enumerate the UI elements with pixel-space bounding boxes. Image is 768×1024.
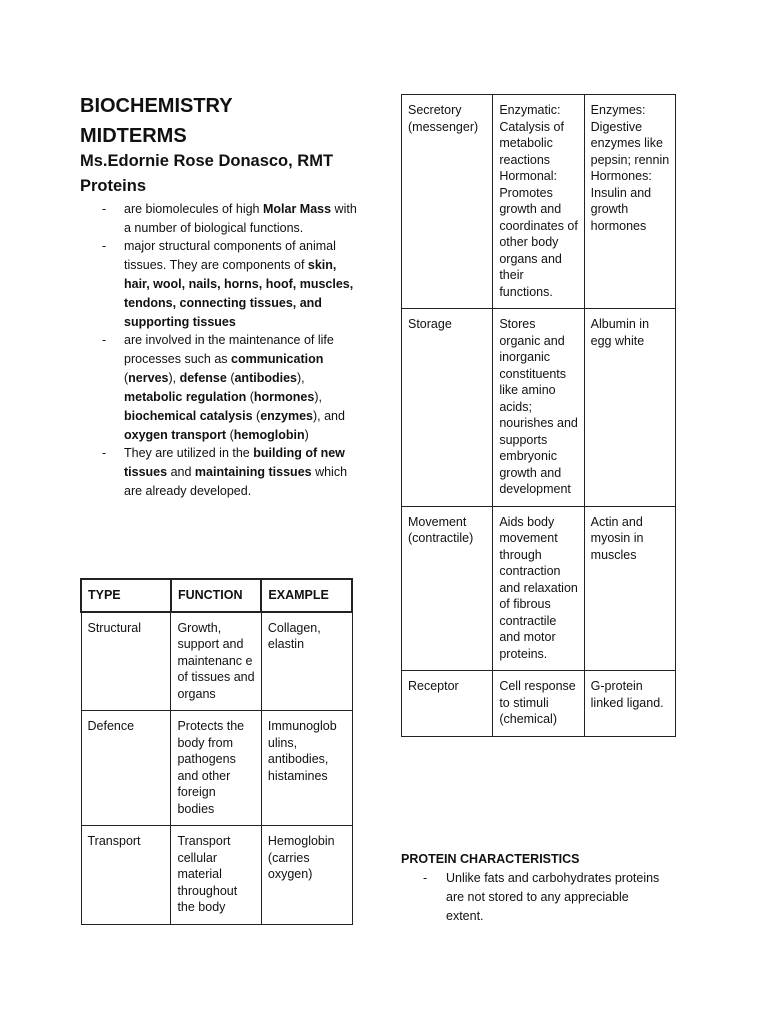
cell-example: Hemoglobin (carries oxygen) bbox=[261, 826, 352, 925]
bullet-text: ), bbox=[168, 371, 180, 385]
bullet-dash: - bbox=[423, 871, 428, 885]
header-function: FUNCTION bbox=[171, 579, 261, 612]
author-line: Ms.Edornie Rose Donasco, RMT bbox=[80, 152, 334, 170]
bullet-text: are biomolecules of high bbox=[124, 202, 263, 216]
cell-function: Aids body movement through contraction and relaxation of fibrous contractile and motor proteins. bbox=[493, 506, 584, 671]
bullet-bold-text: antibodies bbox=[234, 371, 297, 385]
table-header-row bbox=[81, 579, 352, 612]
protein-types-table bbox=[80, 578, 353, 925]
bullet-text: ), and bbox=[313, 409, 345, 423]
cell-type: Transport bbox=[81, 826, 171, 925]
bullet-text: ( bbox=[124, 371, 129, 385]
table-row bbox=[402, 506, 676, 671]
bullet-dash: - bbox=[102, 239, 107, 253]
list-item bbox=[423, 869, 668, 926]
bullet-text: which are already developed. bbox=[124, 465, 348, 498]
header-type: TYPE bbox=[81, 579, 171, 612]
characteristics-heading: PROTEIN CHARACTERISTICS bbox=[401, 852, 580, 866]
cell-example: G-protein linked ligand. bbox=[584, 671, 675, 737]
cell-example: Albumin in egg white bbox=[584, 309, 675, 507]
bullet-bold-text: skin, hair, wool, nails, horns, hoof, muscles, tendons, connecting tissues, and supporting tissues bbox=[124, 258, 354, 329]
bullet-text: ), bbox=[297, 371, 305, 385]
cell-type: Defence bbox=[81, 711, 171, 826]
cell-type: Movement (contractile) bbox=[402, 506, 493, 671]
table-row bbox=[81, 826, 352, 925]
page-title bbox=[80, 91, 233, 151]
bullet-bold-text: communication bbox=[231, 352, 324, 366]
bullet-text: They are utilized in the bbox=[124, 446, 254, 460]
cell-type: Storage bbox=[402, 309, 493, 507]
header-example: EXAMPLE bbox=[261, 579, 352, 612]
bullet-bold-text: nerves bbox=[128, 371, 169, 385]
cell-type: Secretory (messenger) bbox=[402, 95, 493, 309]
cell-function: Transport cellular material throughout the body bbox=[171, 826, 261, 925]
title-line-1: BIOCHEMISTRY bbox=[80, 95, 233, 117]
table-row bbox=[402, 309, 676, 507]
bullet-bold-text: maintaining tissues bbox=[194, 465, 312, 479]
bullet-bold-text: hormones bbox=[253, 390, 315, 404]
cell-type: Receptor bbox=[402, 671, 493, 737]
cell-function: Protects the body from pathogens and other foreign bodies bbox=[171, 711, 261, 826]
bullet-text: ( bbox=[226, 371, 235, 385]
bullet-text: Unlike fats and carbohydrates proteins are not stored to any appreciable extent. bbox=[446, 871, 660, 923]
bullet-text: with a number of biological functions. bbox=[124, 202, 357, 235]
bullet-text: ( bbox=[252, 409, 261, 423]
list-item bbox=[102, 200, 364, 238]
bullet-text: ) bbox=[304, 428, 309, 442]
cell-function: Enzymatic: Catalysis of metabolic reactions Hormonal: Promotes growth and coordinates of other body organs and their functions. bbox=[493, 95, 584, 309]
bullet-text: and bbox=[167, 465, 195, 479]
section-heading: Proteins bbox=[80, 177, 147, 195]
cell-function: Cell response to stimuli (chemical) bbox=[493, 671, 584, 737]
bullet-text: ), bbox=[314, 390, 322, 404]
bullet-bold-text: oxygen transport bbox=[124, 428, 227, 442]
bullet-bold-text: hemoglobin bbox=[233, 428, 305, 442]
cell-function: Stores organic and inorganic constituents like amino acids; nourishes and supports embryonic growth and development bbox=[493, 309, 584, 507]
protein-types-table-continued bbox=[401, 94, 676, 737]
cell-function: Growth, support and maintenanc e of tissues and organs bbox=[171, 612, 261, 711]
bullet-bold-text: Molar Mass bbox=[262, 202, 332, 216]
cell-example: Collagen, elastin bbox=[261, 612, 352, 711]
bullet-text: are involved in the maintenance of life processes such as bbox=[124, 333, 334, 366]
table-row bbox=[402, 95, 676, 309]
cell-example: Immunoglob ulins, antibodies, histamines bbox=[261, 711, 352, 826]
protein-bullet-list bbox=[102, 200, 364, 501]
cell-example: Enzymes: Digestive enzymes like pepsin; rennin Hormones: Insulin and growth hormones bbox=[584, 95, 675, 309]
list-item bbox=[102, 237, 364, 332]
list-item bbox=[102, 444, 364, 501]
title-line-2: MIDTERMS bbox=[80, 125, 187, 147]
cell-type: Structural bbox=[81, 612, 171, 711]
characteristics-bullet-list bbox=[423, 869, 668, 926]
bullet-dash: - bbox=[102, 202, 107, 216]
bullet-bold-text: building of new tissues bbox=[124, 446, 345, 479]
bullet-text: ( bbox=[226, 428, 234, 442]
table-row bbox=[81, 711, 352, 826]
bullet-bold-text: metabolic regulation bbox=[124, 390, 247, 404]
bullet-bold-text: enzymes bbox=[260, 409, 313, 423]
bullet-dash: - bbox=[102, 446, 107, 460]
bullet-text: major structural components of animal tissues. They are components of bbox=[124, 239, 336, 272]
list-item bbox=[102, 331, 364, 445]
bullet-bold-text: biochemical catalysis bbox=[124, 409, 253, 423]
table-row bbox=[81, 612, 352, 711]
table-row bbox=[402, 671, 676, 737]
cell-example: Actin and myosin in muscles bbox=[584, 506, 675, 671]
bullet-dash: - bbox=[102, 333, 107, 347]
bullet-bold-text: defense bbox=[179, 371, 227, 385]
bullet-text: ( bbox=[246, 390, 254, 404]
